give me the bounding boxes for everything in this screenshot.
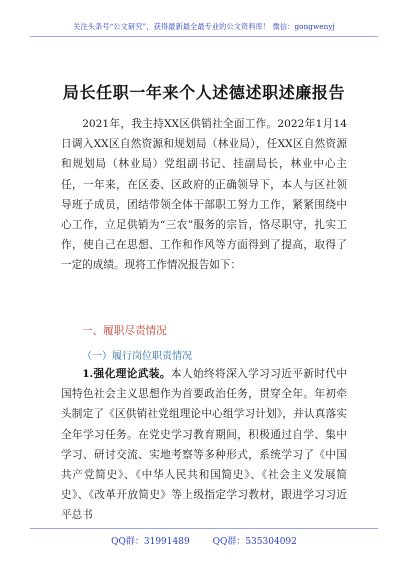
document-body bbox=[61, 114, 347, 276]
document-title: 局长任职一年来个人述德述职述廉报告 bbox=[62, 83, 346, 102]
section-body bbox=[61, 364, 347, 526]
footer-qq-group-2: QQ群：535304092 bbox=[212, 537, 297, 547]
item-text: 本人始终将深入学习习近平新时代中国特色社会主义思想作为首要政治任务，贯穿全年。年初牵头制定了《区供销社党组理论中心组学习计划》，并认真落实全年学习任务。在党史学习教育期间，积极通过自学、集中学习、研讨交流、实地考察等多种形式，系统学习了《中国共产党简史》、《中华人民共和国简史》、《社会主义发展简史》、《改革开放简史》等上级指定学习教材，跟进学习习近平总书 bbox=[61, 368, 348, 522]
footer bbox=[0, 534, 408, 547]
footer-divider bbox=[30, 528, 378, 529]
footer-qq-group-1: QQ群：31991489 bbox=[111, 537, 190, 547]
section-heading: 一、履职尽责情况 bbox=[82, 325, 167, 337]
header-note: 关注头条号“公文研究”，获得最新最全最专业的公文资料库！ 微信：gongwenyj bbox=[73, 22, 335, 31]
item-lead: 1.强化理论武装。 bbox=[82, 368, 171, 380]
intro-paragraph: 2021年，我主持XX区供销社全面工作。2022年1月14日调入XX区自然资源和规划局（林业局），任XX区自然资源和规划局（林业局）党组副书记、挂副局长，林业中心主任，一年来，在区委、区政府的正确领导下，本人与区社领导班子成员，团结带领全体干部职工努力工作，紧紧围绕中心工作，立足供销为“三农”服务的宗旨，恪尽职守，扎实工作，使自己在思想、工作和作风等方面得到了提高，取得了一定的成绩。现将工作情况报告如下： bbox=[61, 118, 347, 272]
subsection-heading: （一）履行岗位职责情况 bbox=[82, 351, 192, 362]
item-paragraph bbox=[61, 364, 347, 526]
header-divider bbox=[30, 36, 378, 37]
